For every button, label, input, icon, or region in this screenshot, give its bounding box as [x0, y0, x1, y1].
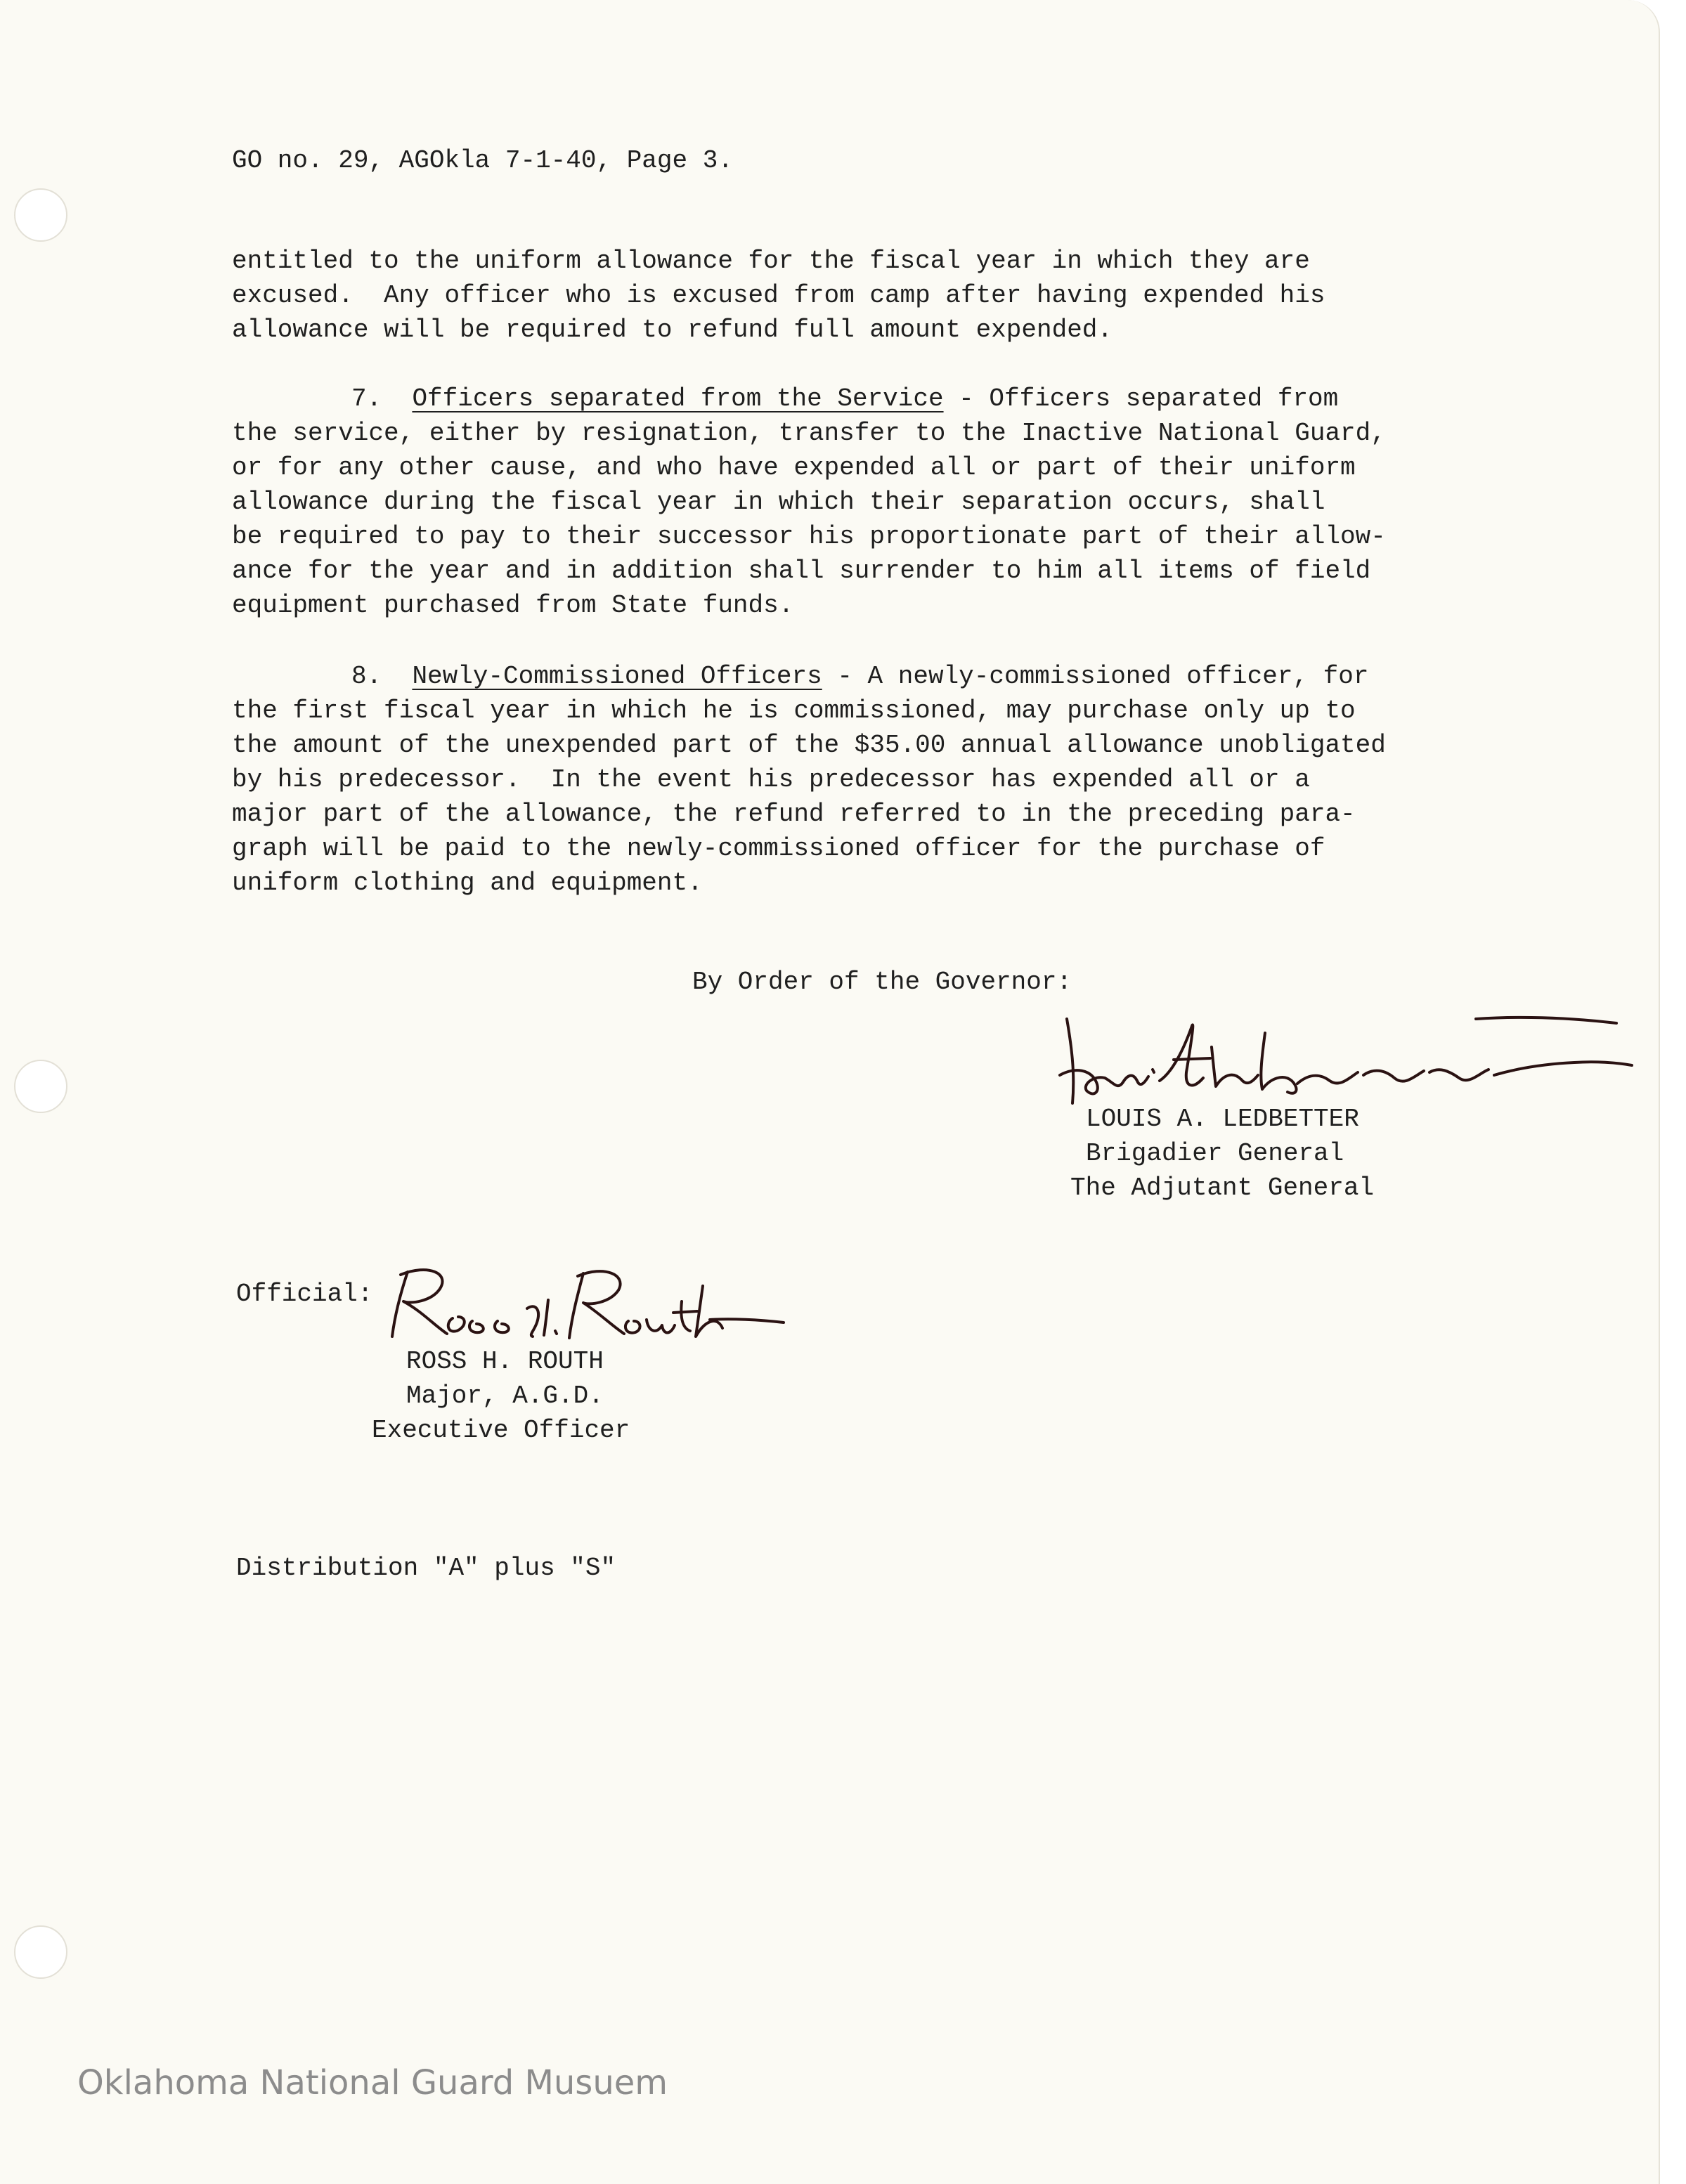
paragraph-heading: Newly-Commissioned Officers [412, 662, 822, 691]
signer-name: LOUIS A. LEDBETTER [1086, 1105, 1359, 1133]
official-label: Official: [236, 1280, 373, 1308]
text-line: entitled to the uniform allowance for the fiscal year in which they are [232, 247, 1310, 275]
paragraph-8 [232, 659, 1567, 900]
order-line: By Order of the Governor: [692, 968, 1072, 996]
text-line: excused. Any officer who is excused from camp after having expended his [232, 281, 1325, 310]
paragraph-number: 7. [351, 384, 382, 413]
text-line: major part of the allowance, the refund referred to in the preceding para- [232, 800, 1356, 828]
signature-routh [380, 1258, 787, 1349]
document-reference: GO no. 29, AGOkla 7-1-40, Page 3. [232, 146, 733, 175]
text-line: or for any other cause, and who have expended all or part of their uniform [232, 453, 1356, 482]
paragraph-8-first-line [232, 659, 1567, 694]
text-line: allowance during the fiscal year in which their separation occurs, shall [232, 488, 1325, 516]
watermark: Oklahoma National Guard Musuem [77, 2063, 668, 2102]
text-line: allowance will be required to refund full amount expended. [232, 316, 1113, 344]
text-line: equipment purchased from State funds. [232, 591, 794, 620]
official-rank: Major, A.G.D. [406, 1382, 604, 1410]
signer-title: The Adjutant General [1070, 1174, 1375, 1202]
paragraph-number: 8. [351, 662, 382, 691]
text-line: - A newly-commissioned officer, for [822, 662, 1369, 691]
official-name: ROSS H. ROUTH [406, 1347, 604, 1376]
text-line: graph will be paid to the newly-commissioned officer for the purchase of [232, 834, 1325, 863]
text-line: the service, either by resignation, transfer to the Inactive National Guard, [232, 419, 1386, 448]
paragraph-7 [232, 382, 1567, 623]
text-line: uniform clothing and equipment. [232, 869, 703, 897]
text-line: ance for the year and in addition shall surrender to him all items of field [232, 557, 1371, 585]
carryover-paragraph [232, 244, 1567, 347]
punch-hole [14, 1925, 67, 1979]
text-line: by his predecessor. In the event his predecessor has expended all or a [232, 765, 1310, 794]
punch-hole [14, 1060, 67, 1113]
paragraph-7-first-line [232, 382, 1567, 416]
text-line: the amount of the unexpended part of the $35.00 annual allowance unobligated [232, 731, 1386, 760]
distribution-line: Distribution "A" plus "S" [236, 1554, 616, 1582]
official-title: Executive Officer [372, 1416, 630, 1445]
paragraph-heading: Officers separated from the Service [412, 384, 944, 413]
punch-hole [14, 188, 67, 242]
signer-rank: Brigadier General [1086, 1139, 1344, 1168]
text-line: - Officers separated from [943, 384, 1339, 413]
text-line: be required to pay to their successor his proportionate part of their allow- [232, 522, 1386, 551]
text-line: the first fiscal year in which he is commissioned, may purchase only up to [232, 696, 1356, 725]
signature-ledbetter [1054, 1005, 1638, 1110]
